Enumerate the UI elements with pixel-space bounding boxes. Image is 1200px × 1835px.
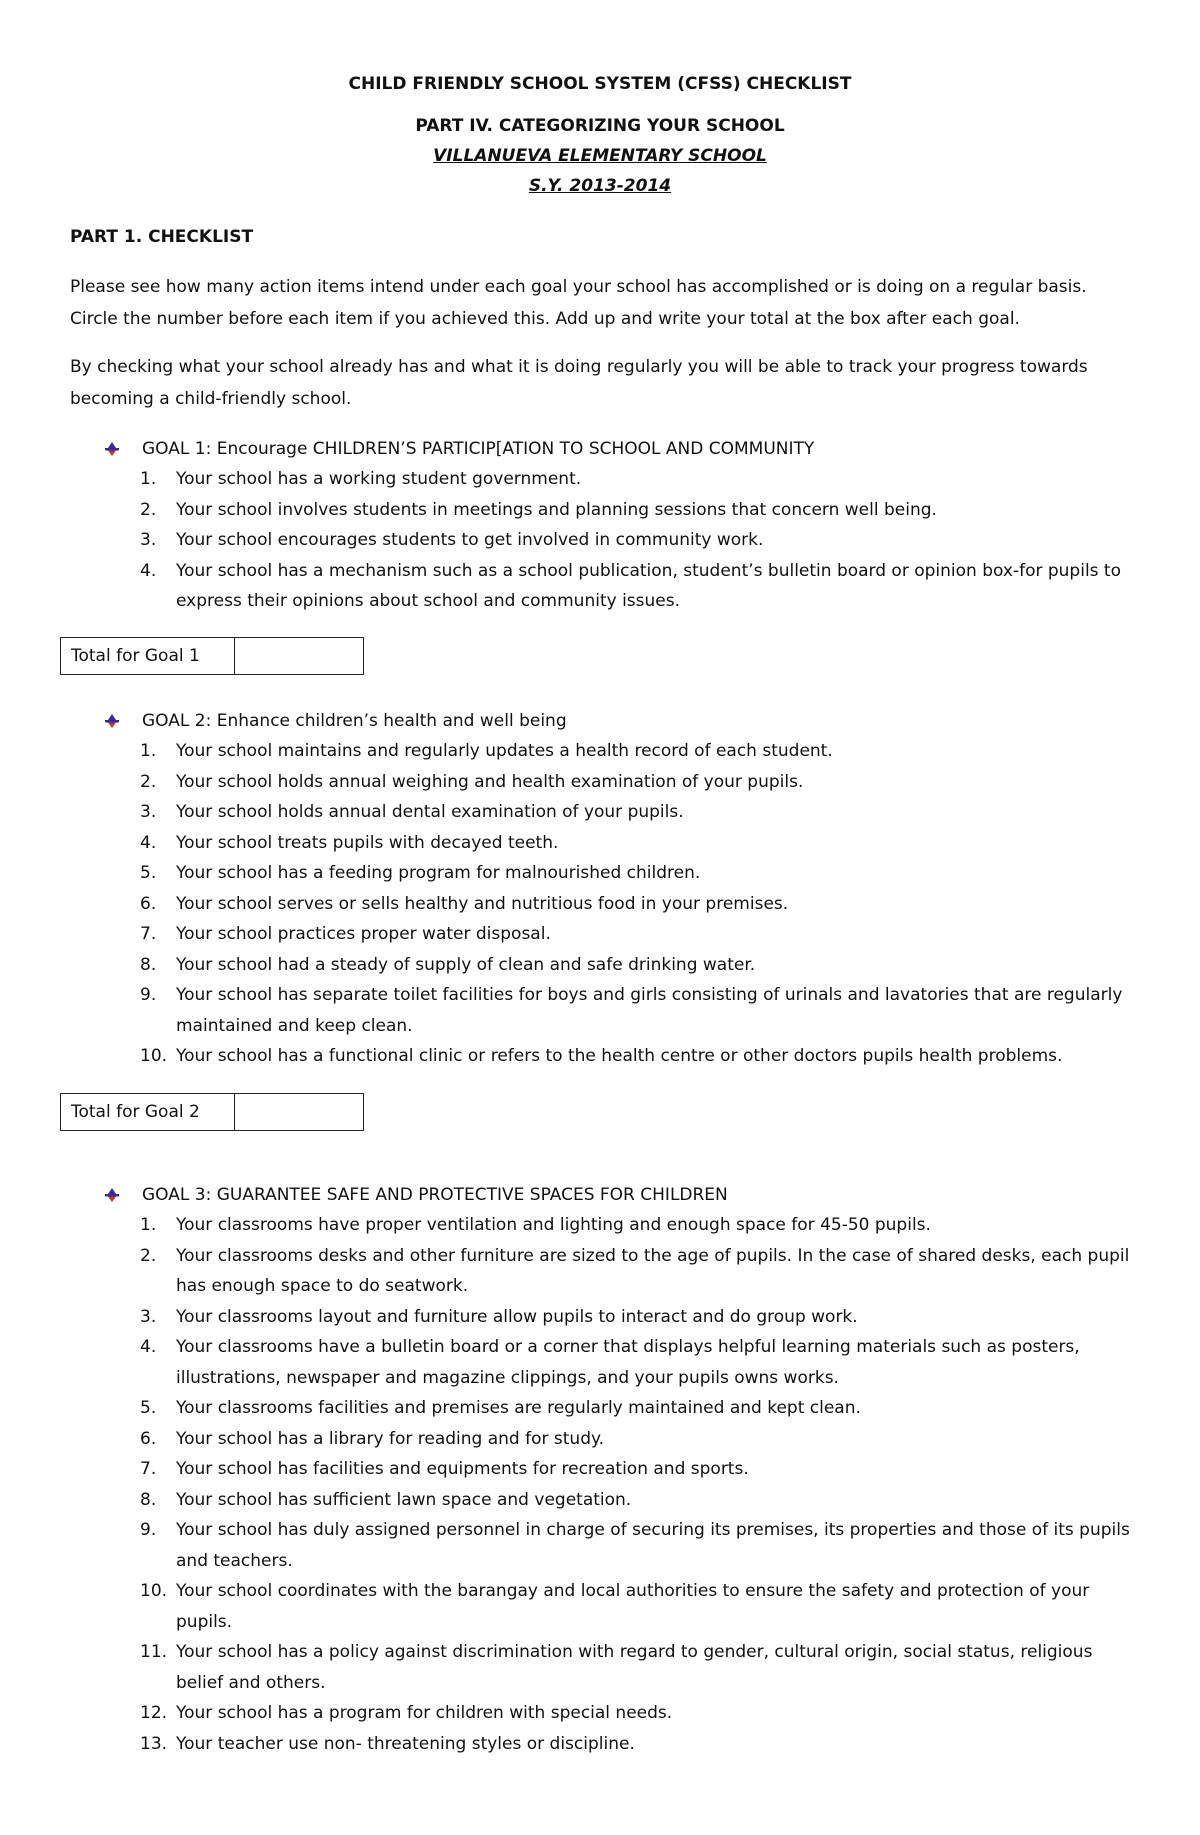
item-text: Your classrooms have a bulletin board or a corner that displays helpful learning materials such as posters, illustrations, newspaper and magazine clippings, and your pupils owns works.: [176, 1337, 1080, 1388]
list-item: [104, 1515, 1134, 1576]
list-item: [104, 767, 1134, 798]
item-number: 8.: [140, 1489, 157, 1510]
item-text: Your school practices proper water disposal.: [176, 924, 551, 944]
list-item: [104, 1241, 1134, 1302]
item-number: 9.: [140, 985, 157, 1005]
instructions-paragraph: Please see how many action items intend under each goal your school has accomplished or is doing on a regular basis. Circle the number before each item if you achieved this. Add up and write your total at the box after each goal.: [70, 277, 1087, 329]
item-number: 5.: [140, 1398, 157, 1418]
item-number: 2.: [140, 499, 157, 520]
item-text: Your school has separate toilet facilities for boys and girls consisting of urinals and lavatories that are regularly maintained and keep clean.: [176, 985, 1123, 1036]
item-number: 7.: [140, 924, 157, 944]
goal-3-title: GOAL 3: GUARANTEE SAFE AND PROTECTIVE SPACES FOR CHILDREN: [142, 1185, 728, 1205]
item-number: 12.: [140, 1703, 168, 1723]
item-text: Your school has a program for children with special needs.: [176, 1703, 673, 1723]
purpose-paragraph: By checking what your school already has and what it is doing regularly you will be able to track your progress towards becoming a child-friendly school.: [70, 357, 1088, 409]
item-text: Your school has duly assigned personnel in charge of securing its premises, its properties and those of its pupils and teachers.: [176, 1520, 1130, 1571]
list-item: [104, 1485, 1134, 1516]
item-text: Your school has a functional clinic or refers to the health centre or other doctors pupils health problems.: [176, 1046, 1063, 1066]
item-number: 4.: [140, 560, 157, 581]
arrow-bullet-icon: [104, 441, 120, 457]
item-text: Your school has a feeding program for malnourished children.: [176, 863, 701, 883]
item-text: Your classrooms desks and other furniture are sized to the age of pupils. In the case of shared desks, each pupil has enough space to do seatwork.: [176, 1245, 1130, 1296]
item-text: Your school treats pupils with decayed teeth.: [176, 832, 559, 853]
goal-2-section: [104, 706, 1134, 1072]
list-item: [104, 1041, 1134, 1072]
section-heading: PART 1. CHECKLIST: [70, 227, 254, 247]
item-number: 9.: [140, 1520, 157, 1540]
item-number: 6.: [140, 1428, 157, 1449]
goal-2-total-table: [60, 1093, 364, 1131]
item-text: Your school has a library for reading and for study.: [176, 1428, 605, 1449]
list-item: [104, 889, 1134, 920]
item-number: 10.: [140, 1046, 168, 1066]
goal-2-total-label: Total for Goal 2: [61, 1094, 235, 1131]
item-text: Your school holds annual weighing and health examination of your pupils.: [176, 771, 804, 792]
item-number: 13.: [140, 1733, 168, 1754]
goal-1-total-table: [60, 637, 364, 675]
list-item: [104, 980, 1134, 1041]
item-number: 1.: [140, 1215, 157, 1235]
list-item: [104, 525, 1134, 556]
list-item: [104, 1698, 1134, 1729]
list-item: [104, 1302, 1134, 1333]
list-item: [104, 797, 1134, 828]
item-number: 4.: [140, 832, 157, 853]
item-number: 3.: [140, 530, 157, 550]
item-number: 3.: [140, 802, 157, 822]
list-item: [104, 950, 1134, 981]
item-text: Your classrooms have proper ventilation and lighting and enough space for 45-50 pupils.: [176, 1215, 931, 1235]
item-text: Your school holds annual dental examination of your pupils.: [176, 802, 684, 822]
goal-3-section: [104, 1180, 1134, 1759]
list-item: [104, 556, 1134, 617]
document-title: CHILD FRIENDLY SCHOOL SYSTEM (CFSS) CHECKLIST: [348, 74, 852, 94]
item-text: Your school maintains and regularly updates a health record of each student.: [176, 741, 833, 761]
item-text: Your school has a mechanism such as a school publication, student’s bulletin board or opinion box-for pupils to express their opinions about school and community issues.: [176, 560, 1121, 611]
list-item: [104, 1332, 1134, 1393]
goal-1-total-box[interactable]: [235, 638, 364, 675]
school-name: VILLANUEVA ELEMENTARY SCHOOL: [433, 146, 767, 166]
goal-2-title: GOAL 2: Enhance children’s health and well being: [142, 711, 567, 731]
item-number: 7.: [140, 1459, 157, 1479]
part-heading: PART IV. CATEGORIZING YOUR SCHOOL: [415, 116, 785, 136]
item-text: Your teacher use non- threatening styles or discipline.: [176, 1733, 635, 1754]
item-text: Your school coordinates with the barangay and local authorities to ensure the safety and protection of your pupils.: [176, 1581, 1090, 1632]
list-item: [104, 1454, 1134, 1485]
goal-1-total-label: Total for Goal 1: [61, 638, 235, 675]
list-item: [104, 1424, 1134, 1455]
list-item: [104, 1210, 1134, 1241]
item-number: 4.: [140, 1337, 157, 1357]
list-item: [104, 495, 1134, 526]
item-text: Your school has facilities and equipments for recreation and sports.: [176, 1459, 749, 1479]
item-number: 6.: [140, 893, 157, 914]
item-number: 11.: [140, 1642, 168, 1662]
item-text: Your school serves or sells healthy and nutritious food in your premises.: [176, 893, 789, 914]
item-number: 8.: [140, 954, 157, 975]
list-item: [104, 464, 1134, 495]
list-item: [104, 736, 1134, 767]
school-year: S.Y. 2013-2014: [528, 176, 672, 196]
item-number: 10.: [140, 1581, 168, 1601]
item-number: 3.: [140, 1306, 157, 1327]
goal-2-total-box[interactable]: [235, 1094, 364, 1131]
arrow-bullet-icon: [104, 713, 120, 729]
goal-1-section: [104, 434, 1134, 617]
item-text: Your school encourages students to get involved in community work.: [176, 530, 764, 550]
list-item: [104, 1393, 1134, 1424]
item-number: 5.: [140, 863, 157, 883]
list-item: [104, 1576, 1134, 1637]
list-item: [104, 828, 1134, 859]
list-item: [104, 858, 1134, 889]
list-item: [104, 1729, 1134, 1760]
goal-1-title: GOAL 1: Encourage CHILDREN’S PARTICIP[ATION TO SCHOOL AND COMMUNITY: [142, 439, 815, 459]
item-number: 2.: [140, 1245, 157, 1266]
item-text: Your school has a working student government.: [176, 469, 582, 489]
item-text: Your classrooms facilities and premises are regularly maintained and kept clean.: [176, 1398, 861, 1418]
item-number: 2.: [140, 771, 157, 792]
item-text: Your school had a steady of supply of clean and safe drinking water.: [176, 954, 756, 975]
item-text: Your school involves students in meetings and planning sessions that concern well being.: [176, 499, 937, 520]
list-item: [104, 919, 1134, 950]
item-number: 1.: [140, 469, 157, 489]
arrow-bullet-icon: [104, 1187, 120, 1203]
item-text: Your school has sufficient lawn space and vegetation.: [176, 1489, 632, 1510]
item-text: Your school has a policy against discrimination with regard to gender, cultural origin, social status, religious belief and others.: [176, 1642, 1093, 1693]
list-item: [104, 1637, 1134, 1698]
item-number: 1.: [140, 741, 157, 761]
item-text: Your classrooms layout and furniture allow pupils to interact and do group work.: [176, 1306, 858, 1327]
